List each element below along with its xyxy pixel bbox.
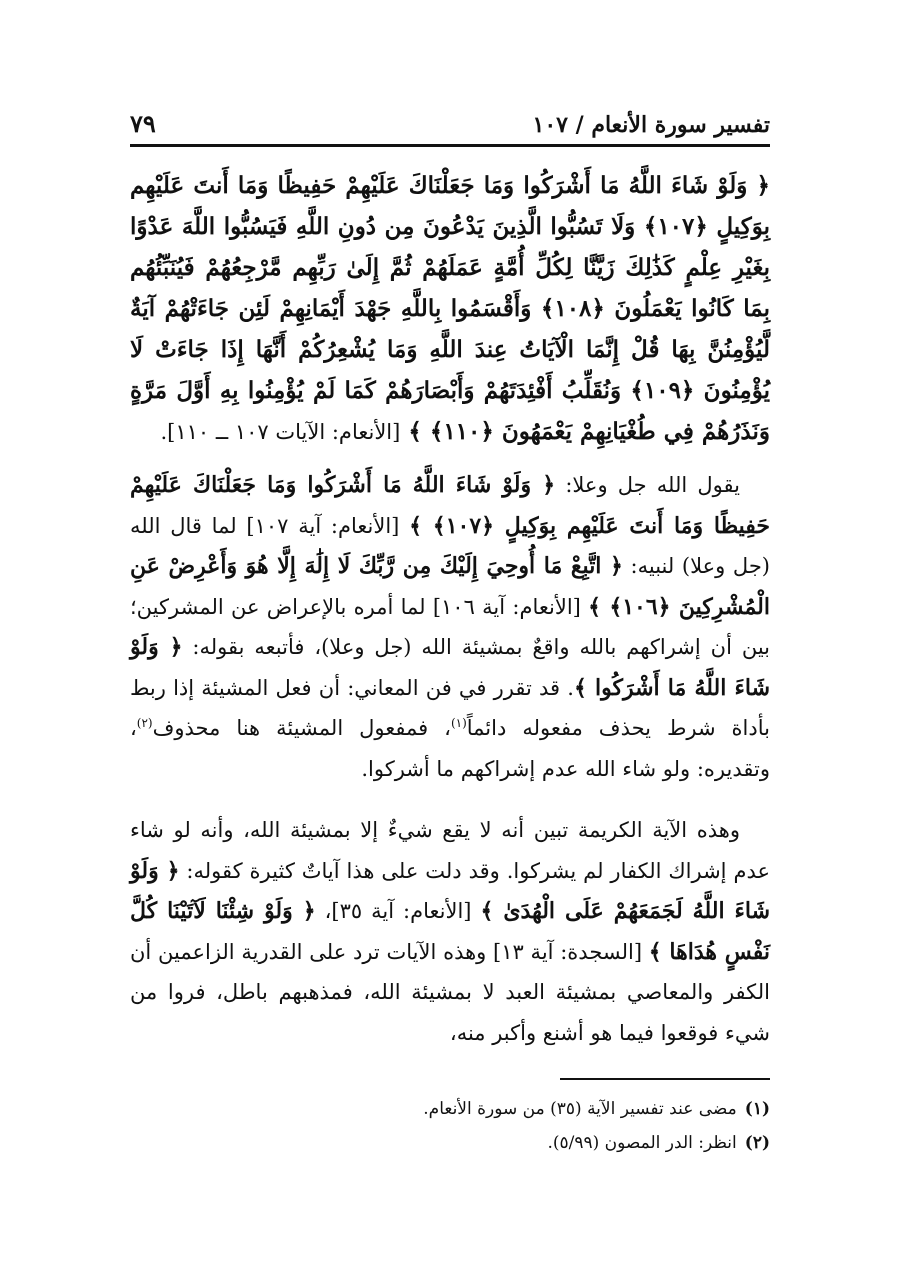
footnote-separator [560, 1078, 770, 1080]
footnotes [130, 1092, 770, 1160]
text-run: [السجدة: آية ١٣] وهذه الآيات ترد على القدرية الزاعمين أن الكفر والمعاصي بمشيئة العبد لا بمشيئة الله، فمذهبهم باطل، فروا من شيء فوقعوا فيما هو أشنع وأكبر منه، [130, 939, 770, 1045]
quran-quote: ﴿ وَلَوْ شَاءَ اللَّهُ مَا أَشْرَكُوا ﴾ [130, 634, 771, 701]
page-number: ٧٩ [130, 109, 156, 138]
footnote-text: مضى عند تفسير الآية (٣٥) من سورة الأنعام. [423, 1099, 737, 1119]
text-run: يقول الله جل وعلا: [555, 473, 740, 497]
footnote-marker-2[interactable]: (٢) [136, 716, 153, 730]
quran-quote: ﴿ وَلَوْ شَاءَ اللَّهُ مَا أَشْرَكُوا وَمَا جَعَلْنَاكَ عَلَيْهِمْ حَفِيظًا وَمَا أَنتَ عَلَيْهِم بِوَكِيلٍ ﴿١٠٧﴾ ﴾ [130, 472, 770, 539]
footnote-number: (١) [744, 1099, 770, 1119]
book-page [130, 100, 770, 1220]
running-title: تفسير سورة الأنعام / ١٠٧ [532, 112, 770, 138]
text-run: [الأنعام: آية ١٠٧] لما قال الله (جل وعلا) لنبيه: [130, 513, 770, 578]
text-run: ، فمفعول المشيئة هنا محذوف [152, 716, 451, 740]
footnote-2 [130, 1126, 770, 1160]
text-run: . قد تقرر في فن المعاني: أن فعل المشيئة إذا ربط بأداة شرط يحذف مفعوله دائماً [130, 675, 770, 740]
footnote-1 [130, 1092, 770, 1126]
commentary-paragraph-1 [130, 465, 770, 789]
text-run: ، وتقديره: ولو شاء الله عدم إشراكهم ما أشركوا. [130, 716, 770, 781]
quran-quote: ﴿ وَلَوْ شَاءَ اللَّهُ لَجَمَعَهُمْ عَلَى الْهُدَىٰ ﴾ [130, 857, 771, 924]
text-run: [الأنعام: آية ١٠٦] لما أمره بالإعراض عن المشركين؛ بين أن إشراكهم بالله واقعٌ بمشيئة الله (جل وعلا)، فأتبعه بقوله: [130, 594, 770, 659]
text-run: [الأنعام: آية ٣٥]، [315, 899, 481, 923]
quran-quote: ﴿ وَلَوْ شِئْنَا لَآتَيْنَا كُلَّ نَفْسٍ هُدَاهَا ﴾ [130, 898, 771, 965]
quran-quote: ﴿ اتَّبِعْ مَا أُوحِيَ إِلَيْكَ مِن رَّبِّكَ لَا إِلَٰهَ إِلَّا هُوَ وَأَعْرِضْ عَنِ الْمُشْرِكِينَ ﴿١٠٦﴾ ﴾ [130, 553, 770, 620]
text-run: وهذه الآية الكريمة تبين أنه لا يقع شيءٌ إلا بمشيئة الله، وأنه لو شاء عدم إشراك الكفار لم يشركوا. وقد دلت على هذا آياتٌ كثيرة كقوله: [130, 818, 770, 883]
page-header [130, 100, 770, 147]
footnote-text: انظر: الدر المصون (٥/٩٩). [547, 1133, 737, 1153]
footnote-number: (٢) [744, 1133, 770, 1153]
quran-verses-block [130, 165, 770, 453]
footnote-marker-1[interactable]: (١) [450, 716, 467, 730]
commentary-paragraph-2 [130, 810, 770, 1053]
quran-verses-text: ﴿ وَلَوْ شَاءَ اللَّهُ مَا أَشْرَكُوا وَمَا جَعَلْنَاكَ عَلَيْهِمْ حَفِيظًا وَمَا أَنتَ عَلَيْهِم بِوَكِيلٍ ﴿١٠٧﴾ وَلَا تَسُبُّوا الَّذِينَ يَدْعُونَ مِن دُونِ اللَّهِ فَيَسُبُّوا اللَّهَ عَدْوًا بِغَيْرِ عِلْمٍ كَذَٰلِكَ زَيَّنَّا لِكُلِّ أُمَّةٍ عَمَلَهُمْ ثُمَّ إِلَىٰ رَبِّهِم مَّرْجِعُهُمْ فَيُنَبِّئُهُم بِمَا كَانُوا يَعْمَلُونَ ﴿١٠٨﴾ وَأَقْسَمُوا بِاللَّهِ جَهْدَ أَيْمَانِهِمْ لَئِن جَاءَتْهُمْ آيَةٌ لَّيُؤْمِنُنَّ بِهَا قُلْ إِنَّمَا الْآيَاتُ عِندَ اللَّهِ وَمَا يُشْعِرُكُمْ أَنَّهَا إِذَا جَاءَتْ لَا يُؤْمِنُونَ ﴿١٠٩﴾ وَنُقَلِّبُ أَفْئِدَتَهُمْ وَأَبْصَارَهُمْ كَمَا لَمْ يُؤْمِنُوا بِهِ أَوَّلَ مَرَّةٍ وَنَذَرُهُمْ فِي طُغْيَانِهِمْ يَعْمَهُونَ ﴿١١٠﴾ ﴾ [130, 172, 770, 445]
quran-verses-reference: [الأنعام: الآيات ١٠٧ ــ ١١٠]. [160, 420, 401, 444]
